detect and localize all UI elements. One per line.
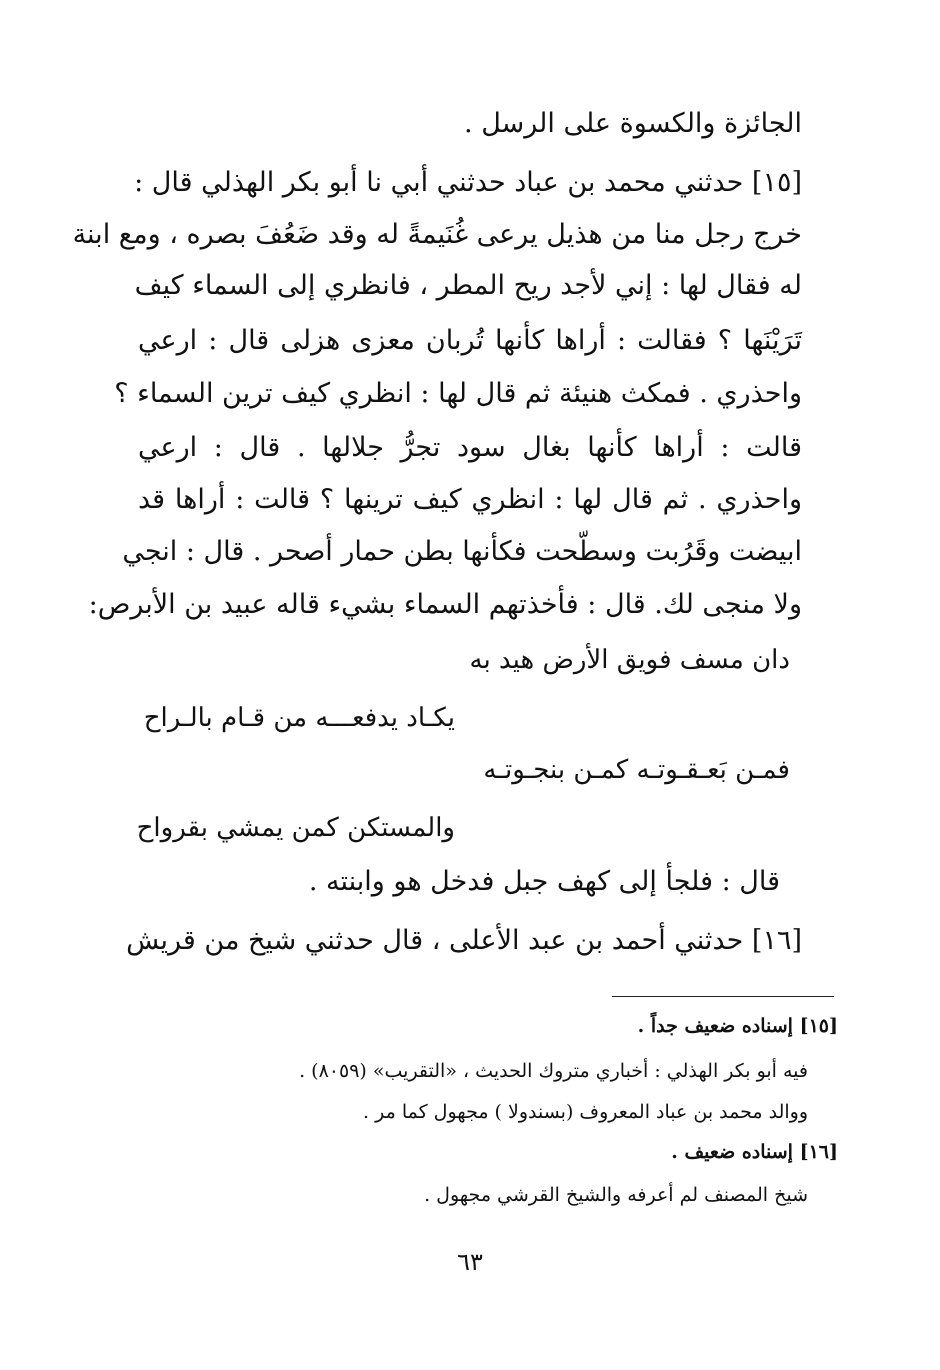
body-line-8: واحذري . ثم قال لها : انظري كيف ترينها ؟ قالت : أراها قد — [138, 484, 802, 515]
body-line-10: ولا منجى لك. قال : فأخذتهم السماء بشيء قاله عبيد بن الأبرص: — [88, 589, 802, 620]
verse-3: فمـن بَعـقـوتـه كمـن بنجـوتـه — [483, 755, 790, 785]
body-line-6: واحذري . فمكث هنيئة ثم قال لها : انظري كيف ترين السماء ؟ — [114, 378, 802, 409]
body-line-7: قالت : أراها كأنها بغال سود تجرُّ جلالها . قال : ارعي — [138, 432, 802, 463]
body-line-1: الجائزة والكسوة على الرسل . — [464, 108, 802, 139]
body-line-5: تَرَيْنَها ؟ فقالت : أراها كأنها تُربان معزى هزلى قال : ارعي — [138, 325, 802, 356]
footnote-separator — [612, 996, 834, 997]
next-entry-line: [١٦] حدثني أحمد بن عبد الأعلى ، قال حدثني شيخ من قريش — [126, 925, 802, 956]
footnote-15-line-2: ووالد محمد بن عباد المعروف (بسندولا ) مجهول كما مر . — [363, 1101, 808, 1123]
footnote-16-line-1: شيخ المصنف لم أعرفه والشيخ القرشي مجهول . — [424, 1184, 808, 1206]
verse-1: دان مسف فويق الأرض هيد به — [469, 645, 790, 675]
body-line-2: [١٥] حدثني محمد بن عباد حدثني أبي نا أبو بكر الهذلي قال : — [134, 167, 802, 198]
footnote-16-heading: [١٦] إسناده ضعيف . — [671, 1141, 838, 1163]
page-number: ٦٣ — [457, 1248, 483, 1276]
body-line-after-verse: قال : فلجأ إلى كهف جبل فدخل هو وابنته . — [308, 866, 780, 897]
body-line-9: ابيضت وقَرُبت وسطّحت فكأنها بطن حمار أصحر . قال : انجي — [122, 536, 802, 567]
verse-2: يكـاد يدفعـــه من قـام بالـراح — [143, 703, 455, 733]
footnote-15-heading: [١٥] إسناده ضعيف جداً . — [637, 1015, 838, 1037]
body-line-3: خرج رجل منا من هذيل يرعى غُنَيمةً له وقد ضَعُفَ بصره ، ومع ابنة — [72, 219, 802, 250]
footnote-15-line-1: فيه أبو بكر الهذلي : أخباري متروك الحديث ، «التقريب» (٨٠٥٩) . — [299, 1060, 808, 1082]
body-line-4: له فقال لها : إني لأجد ريح المطر ، فانظري إلى السماء كيف — [134, 270, 802, 301]
verse-4: والمستكن كمن يمشي بقرواح — [136, 813, 455, 843]
